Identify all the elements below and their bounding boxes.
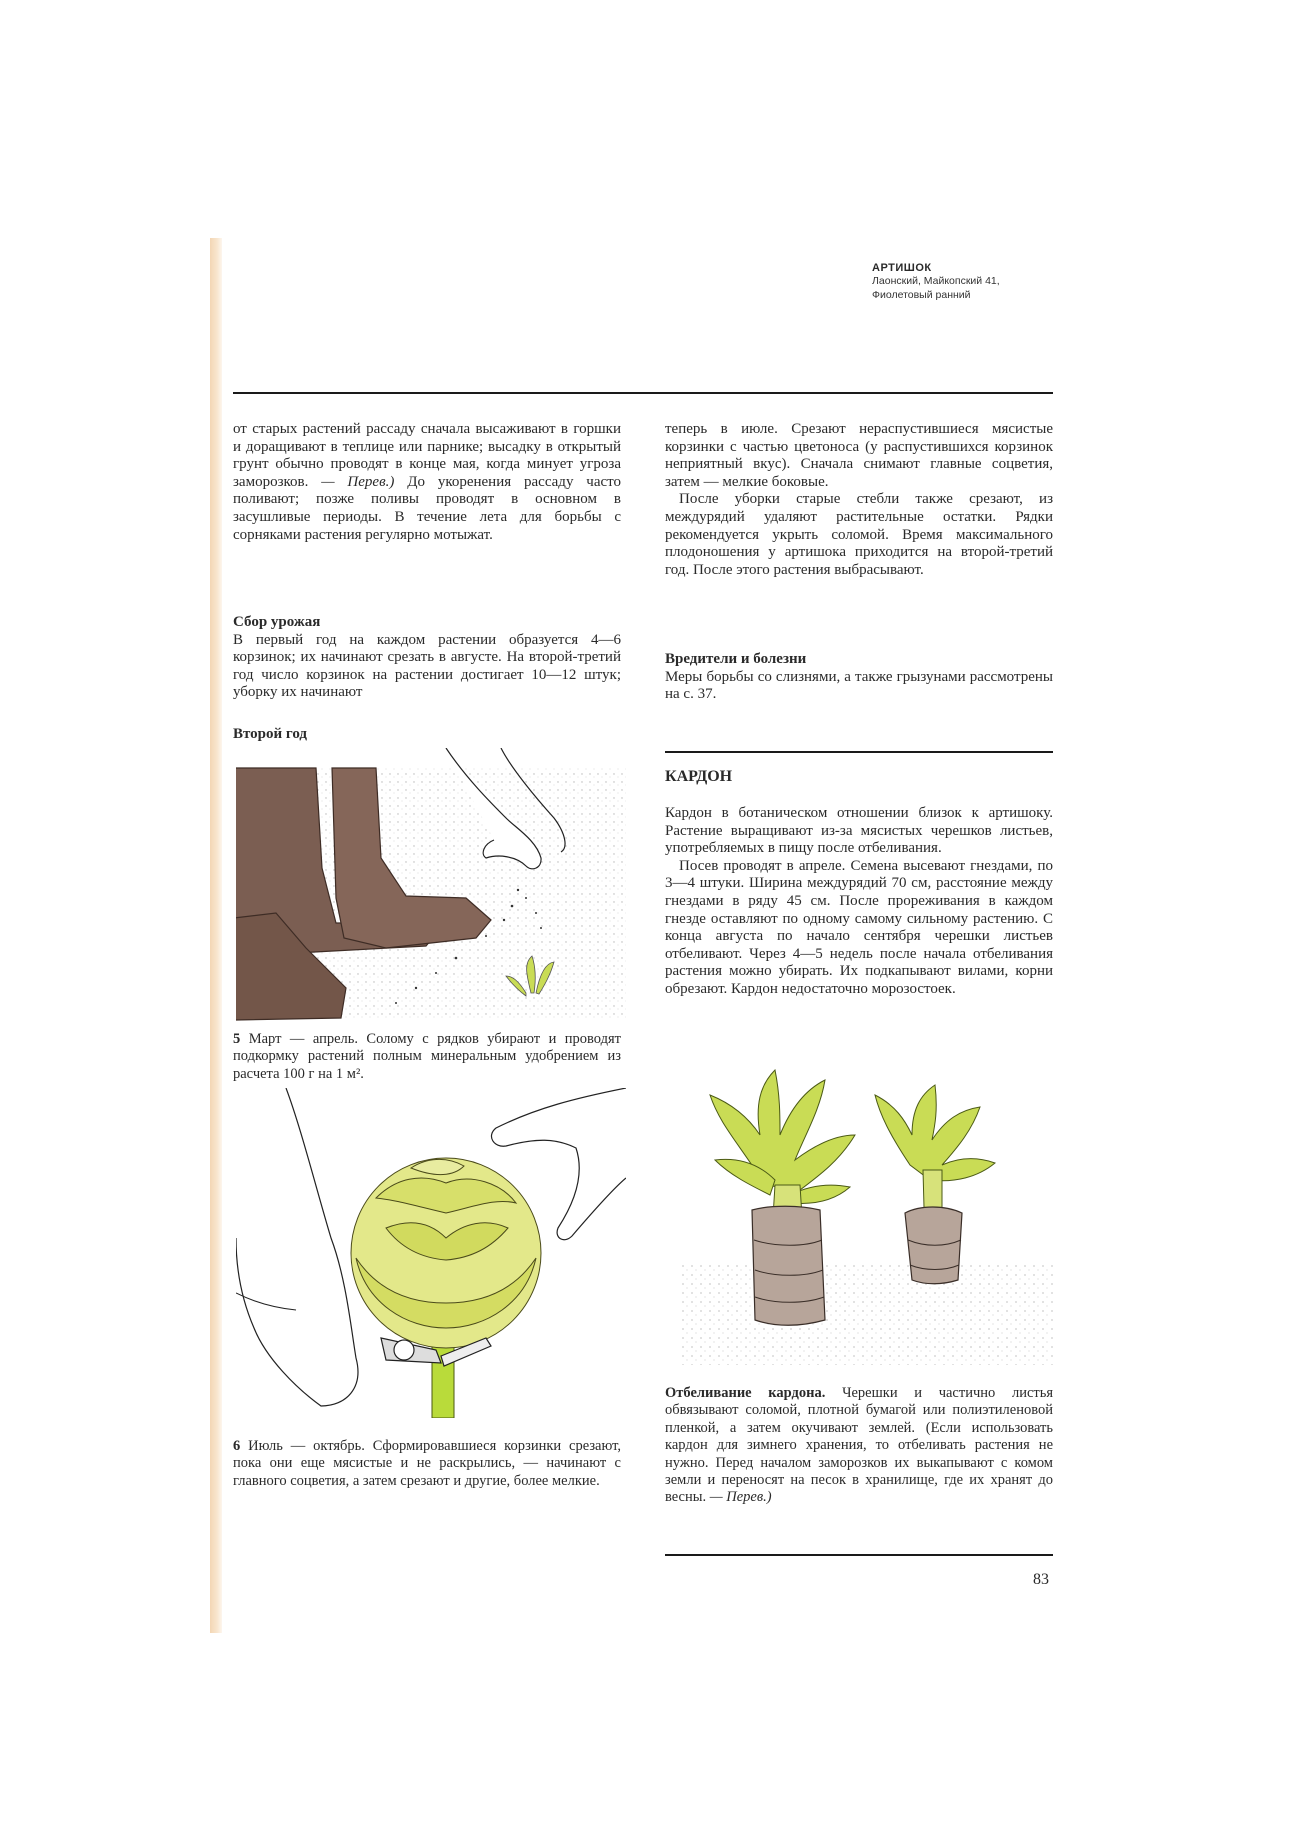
- pests-section: [665, 651, 1053, 704]
- figure-5-illustration: [236, 748, 626, 1023]
- header-title: АРТИШОК: [872, 262, 932, 274]
- bottom-rule: [665, 1554, 1053, 1556]
- figure-6-text: Июль — октябрь. Сформировавшиеся корзинки срезают, пока они еще мясистые и не раскрылись, — начинают с главного соцветия, а затем срезают и другие, более мелкие.: [233, 1438, 622, 1489]
- page-number: 83: [1033, 1571, 1049, 1588]
- translator-note: — Перев.): [321, 473, 395, 490]
- right-intro-text: [665, 421, 1053, 579]
- left-para1-rest: До укоренения рассаду часто поливают; позже поливы проводят в основном в засушливые периоды. В течение лета для борьбы с сорняками растения регулярно мотыжат.: [233, 473, 622, 543]
- blanching-caption-note: — Перев.): [709, 1489, 772, 1506]
- header-subtitle-1: Лаонский, Майкопский 41,: [872, 275, 1000, 287]
- blanching-caption-text: Черешки и частично листья обвязывают соломой, плотной бумагой или полиэтиленовой пленкой, а затем окучивают землей. (Если использовать кардон для зимнего хранения, то отбеливать растения не нужно. Перед началом заморозков их выкапывают с комом земли и переносят на песок в хранилище, где их хранят до весны.: [665, 1385, 1054, 1506]
- blanching-caption: [665, 1385, 1053, 1507]
- figure-6-illustration: [236, 1088, 626, 1418]
- hand-left: [236, 1088, 358, 1406]
- cardoon-para2: Посев проводят в апреле. Семена высевают гнездами, по 3—4 штуки. Ширина междурядий 70 см, расстояние между гнездами в ряду 45 см. После прореживания в каждом гнезде оставляют по одному самому сильному растению. С конца августа по начало сентября черешки листьев отбеливают. Через 4—5 недель после начала отбеливания растения можно убирать. Их подкапывают вилами, корни обрезают. Кардон недостаточно морозостоек.: [665, 857, 1053, 997]
- figure-5-text: Март — апрель. Солому с рядков убирают и проводят подкормку растений полным минеральным удобрением из расчета 100 г на 1 м².: [233, 1031, 622, 1082]
- cardoon-plant-1-wrap: [752, 1206, 825, 1325]
- left-intro-text: [233, 421, 621, 544]
- cardoon-heading: КАРДОН: [665, 768, 733, 785]
- right-para1: теперь в июле. Срезают нераспустившиеся мясистые корзинки с частью цветоноса (у распустившихся корзинок неприятный вкус). Сначала снимают главные соцветия, затем — мелкие боковые.: [665, 421, 1053, 490]
- figure-6-number: 6: [233, 1438, 241, 1454]
- left-para1: от старых растений рассаду сначала высаживают в горшки и доращивают в теплице или парнике; высадку в открытый грунт обычно проводят в конце мая, когда минует угроза заморозков.: [233, 421, 621, 490]
- figure-5-caption: [233, 1031, 621, 1083]
- second-year-heading: Второй год: [233, 726, 308, 742]
- harvest-section: [233, 614, 621, 702]
- cardoon-blanching-illustration: [680, 1065, 1055, 1365]
- header-subtitle-2: Фиолетовый ранний: [872, 289, 971, 301]
- pests-heading: Вредители и болезни: [665, 651, 807, 667]
- pests-text: Меры борьбы со слизнями, а также грызунами рассмотрены на с. 37.: [665, 668, 1053, 703]
- right-para2: После уборки старые стебли также срезают, из междурядий удаляют растительные остатки. Рядки рекомендуется укрыть соломой. Время максимального плодоношения у артишока приходится на второй-третий год. После этого растения выбрасывают.: [665, 491, 1053, 578]
- artichoke-head: [351, 1158, 541, 1348]
- top-rule: [233, 392, 1053, 394]
- cardoon-para1: Кардон в ботаническом отношении близок к артишоку. Растение выращивают из-за мясистых черешков листьев, употребляемых в пищу после отбеливания.: [665, 805, 1053, 857]
- page-edge-shadow: [210, 238, 222, 1633]
- cardoon-plant-1-foliage: [710, 1070, 855, 1203]
- cardoon-rule: [665, 751, 1053, 753]
- harvest-heading: Сбор урожая: [233, 614, 321, 630]
- cardoon-plant-2-wrap: [905, 1207, 962, 1284]
- figure-6-caption: [233, 1438, 621, 1490]
- harvest-text: В первый год на каждом растении образуется 4—6 корзинок; их начинают срезать в августе. На второй-третий год число корзинок на растении достигает 10—12 штук; уборку их начинают: [233, 631, 621, 701]
- figure-5-number: 5: [233, 1031, 241, 1047]
- cardoon-text: [665, 805, 1053, 999]
- blanching-caption-title: Отбеливание кардона.: [665, 1385, 826, 1401]
- header-caption: [872, 262, 1072, 302]
- cardoon-plant-2-foliage: [875, 1085, 995, 1181]
